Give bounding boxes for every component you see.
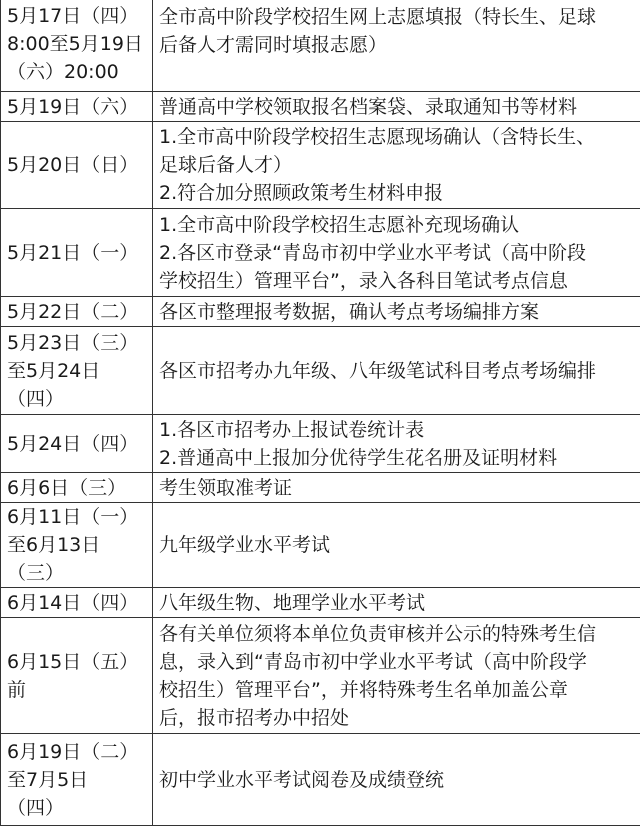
task-line: 1.全市高中阶段学校招生志愿补充现场确认	[159, 211, 639, 239]
table-row	[1, 92, 640, 122]
task-cell	[153, 618, 640, 734]
task-line: 普通高中学校领取报名档案袋、录取通知书等材料	[159, 93, 639, 121]
task-line: 足球后备人才）	[159, 151, 639, 179]
task-cell	[153, 297, 640, 327]
task-cell	[153, 92, 640, 122]
date-line: 至6月13日	[7, 531, 148, 559]
date-line: （四）	[7, 385, 148, 413]
date-line: 至5月24日	[7, 357, 148, 385]
task-line: 1.全市高中阶段学校招生志愿现场确认（含特长生、	[159, 123, 639, 151]
table-row	[1, 588, 640, 618]
date-cell	[1, 0, 153, 92]
task-line: 2.普通高中上报加分优待学生花名册及证明材料	[159, 444, 639, 472]
task-cell	[153, 503, 640, 588]
task-line: 息，录入到“青岛市初中学业水平考试（高中阶段学	[159, 648, 639, 676]
task-line: 2.各区市登录“青岛市初中学业水平考试（高中阶段	[159, 239, 639, 267]
date-line: 5月19日（六）	[7, 93, 148, 121]
task-cell	[153, 209, 640, 297]
date-line: 5月20日（日）	[7, 151, 148, 179]
task-line: 九年级学业水平考试	[159, 531, 639, 559]
task-line: 初中学业水平考试阅卷及成绩登统	[159, 766, 639, 794]
date-cell	[1, 415, 153, 473]
table-row	[1, 473, 640, 503]
date-line: 6月15日（五）	[7, 648, 148, 676]
date-line: 6月6日（三）	[7, 474, 148, 502]
date-line: 5月17日（四）	[7, 2, 148, 30]
task-cell	[153, 0, 640, 92]
date-cell	[1, 92, 153, 122]
task-line: 后，报市招考办中招处	[159, 704, 639, 732]
task-cell	[153, 473, 640, 503]
table-row	[1, 618, 640, 734]
task-line: 全市高中阶段学校招生网上志愿填报（特长生、足球	[159, 3, 639, 31]
table-row	[1, 415, 640, 473]
date-line: （三）	[7, 559, 148, 587]
date-cell	[1, 327, 153, 415]
table-row	[1, 0, 640, 92]
date-cell	[1, 297, 153, 327]
date-line: 6月11日（一）	[7, 503, 148, 531]
date-line: （六）20:00	[7, 58, 148, 86]
task-line: 各区市整理报考数据，确认考点考场编排方案	[159, 298, 639, 326]
task-cell	[153, 327, 640, 415]
task-line: 学校招生）管理平台”，录入各科目笔试考点信息	[159, 267, 639, 295]
task-line: 八年级生物、地理学业水平考试	[159, 589, 639, 617]
date-cell	[1, 734, 153, 826]
task-cell	[153, 734, 640, 826]
table-row	[1, 503, 640, 588]
date-line: 5月22日（二）	[7, 298, 148, 326]
task-line: 各区市招考办九年级、八年级笔试科目考点考场编排	[159, 357, 639, 385]
table-row	[1, 327, 640, 415]
date-line: 5月24日（四）	[7, 430, 148, 458]
date-line: 前	[7, 676, 148, 704]
date-cell	[1, 503, 153, 588]
date-line: 6月14日（四）	[7, 589, 148, 617]
task-cell	[153, 415, 640, 473]
task-cell	[153, 122, 640, 209]
date-line: 8:00至5月19日	[7, 30, 148, 58]
date-cell	[1, 588, 153, 618]
date-line: 6月19日（二）	[7, 738, 148, 766]
date-line: 5月21日（一）	[7, 239, 148, 267]
date-cell	[1, 473, 153, 503]
date-cell	[1, 209, 153, 297]
task-line: 1.各区市招考办上报试卷统计表	[159, 416, 639, 444]
task-line: 考生领取准考证	[159, 474, 639, 502]
task-line: 各有关单位须将本单位负责审核并公示的特殊考生信	[159, 620, 639, 648]
date-cell	[1, 618, 153, 734]
table-row	[1, 209, 640, 297]
date-line: 至7月5日	[7, 766, 148, 794]
task-line: 校招生）管理平台”，并将特殊考生名单加盖公章	[159, 676, 639, 704]
task-line: 2.符合加分照顾政策考生材料申报	[159, 179, 639, 207]
date-line: （四）	[7, 794, 148, 822]
date-line: 5月23日（三）	[7, 329, 148, 357]
task-cell	[153, 588, 640, 618]
table-row	[1, 122, 640, 209]
table-row	[1, 734, 640, 826]
task-line: 后备人才需同时填报志愿）	[159, 31, 639, 59]
date-cell	[1, 122, 153, 209]
table-row	[1, 297, 640, 327]
